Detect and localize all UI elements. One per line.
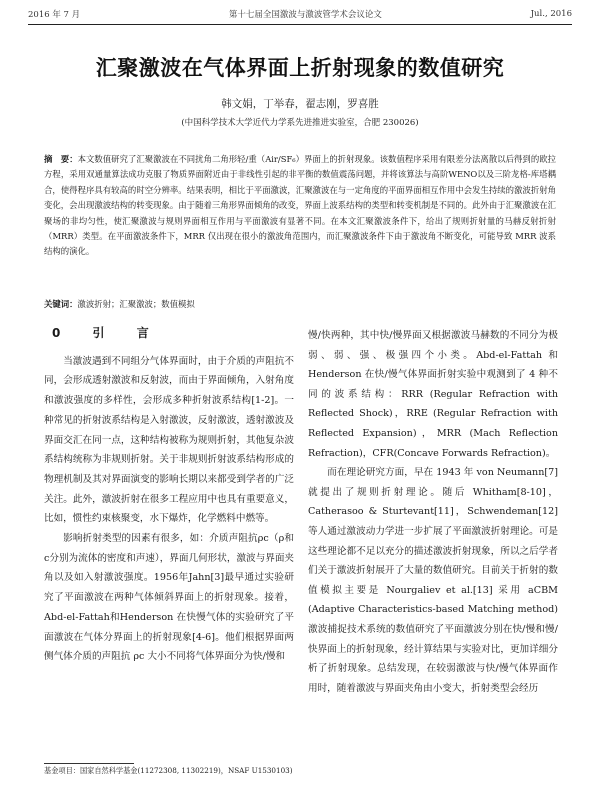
right-column <box>308 326 558 698</box>
paper-affiliation: (中国科学技术大学近代力学系先进推进实验室，合肥 230026) <box>181 118 419 128</box>
body-paragraph: 影响折射类型的因素有很多，如：介质声阻抗ρc（ρ和c分别为流体的密度和声速），界面几何形状，激波与界面夹角以及如入射激波强度。1956年Jahn[3]最早通过实验研究了平面激波在两种气体倾斜界面上的折射现象。接着，Abd-el-Fattah和Henderson 在快慢气体的实验研究了平面激波在气体分界面上的折射现象[4-6]。他们根据界面两侧气体介质的声阻抗 ρc 大小不同将气体界面分为快/慢和 <box>44 533 295 663</box>
body-paragraph: 慢/快两种，其中快/慢界面又根据激波马赫数的不同分为极弱、弱、强、极强四个小类。Abd-el-Fattah 和 Henderson 在快/慢气体界面折射实验中观测到了 4 种不同的波系结构：RRR (Regular Refraction with Reflected Shock)，RRE (Regular Refraction with Reflected Expansion)，MRR (Mach Reflection Refraction)，CFR(Concave Forwards Refraction)。 <box>308 330 558 459</box>
footnote-divider <box>44 763 134 764</box>
header-conference: 第十七届全国激波与激波管学术会议论文 <box>228 10 382 20</box>
header-divider <box>28 24 572 25</box>
keywords-text: 激波折射；汇聚激波；数值模拟 <box>77 299 195 309</box>
abstract-text: 本文数值研究了汇聚激波在不同扰角二角形轻/重（Air/SF₆）界面上的折射现象。该数值程序采用有限差分法离散以后得到的欧拉方程，采用双通量算法成功克服了物质界面附近由于非线性引起的非平衡的数值震荡问题，并将该算法与高阶WENO以及三阶龙格-库塔耦合，使得程序具有较高的时空分辨率。结果表明，相比于平面激波，汇聚激波在与一定角度的平面界面相互作用中会发生持续的激波折射角变化，会出现激波结构的转变现象。由于随着三角形界面倾角的改变，界面上波系结构的类型和转变机制是不同的。此外由于汇聚激波在汇聚场的非均匀性，使汇聚激波与规则界面相互作用与平面激波有显著不同。在本文汇聚激波条件下，给出了规则折射量的马赫反射折射（MRR）类型。在平面激波条件下，MRR 仅出现在很小的激波角范围内，而汇聚激波条件下由于激波角不断变化，可能导致 MRR 波系结构的演化。 <box>44 154 556 257</box>
section-number: 0 <box>52 326 75 340</box>
funding-footnote: 基金项目：国家自然科学基金(11272308, 11302219)，NSAF U1530103) <box>44 766 293 775</box>
abstract-label: 摘 要： <box>44 154 78 164</box>
body-paragraph: 当激波遇到不同组分气体界面时，由于介质的声阻抗不同，会形成透射激波和反射波，而由于界面倾角，入射角度和激波强度的多样性，会形成多种折射波系结构[1-2]。一种常见的折射波系结构是入射激波，反射激波，透射激波及界面交汇在同一点，这种结构被称为规则折射，其他复杂波系结构统称为非规则折射。关于非规则折射波系结构形成的物理机制及其对界面演变的影响长期以来都受到学者的广泛关注。此外，激波折射在很多工程应用中也具有重要意义，比如，惯性约束核聚变，水下爆炸，化学燃料中燃等。 <box>44 355 294 525</box>
keywords-label: 关键词： <box>44 299 78 309</box>
header-date-en: Jul., 2016 <box>530 9 572 19</box>
left-column <box>44 324 294 667</box>
paper-authors: 韩文娟，丁举春，翟志刚，罗喜胜 <box>221 98 379 110</box>
running-header <box>28 6 572 22</box>
keywords <box>44 298 556 310</box>
abstract <box>44 152 556 260</box>
section-heading <box>52 324 294 344</box>
header-date: 2016 年 7 月 <box>28 10 81 20</box>
paper-title: 汇聚激波在气体界面上折射现象的数值研究 <box>95 56 505 80</box>
section-title: 引 言 <box>92 326 163 340</box>
body-paragraph: 而在理论研究方面，早在 1943 年 von Neumann[7]就提出了规则折射理论。随后 Whitham[8-10]，Catherasoo & Sturtevant[11]，Schwendeman[12] 等人通过激波动力学进一步扩展了平面激波折射理论。可是这些理论都不足以充分的描述激波折射现象，所以之后学者们关于激波折射展开了大量的数值研究。目前关于折射的数值模拟主要是 Nourgaliev et al.[13] 采用 aCBM (Adaptive Characteristics-based Matching method) 激波捕捉技术系统的数值研究了平面激波分别在快/慢和慢/快界面上的折射现象，经计算结果与实验对比，更加详细分析了折射现象。总结发现，在较弱激波与快/慢气体界面作用时，随着激波与界面夹角由小变大，折射类型会经历 <box>308 467 558 694</box>
